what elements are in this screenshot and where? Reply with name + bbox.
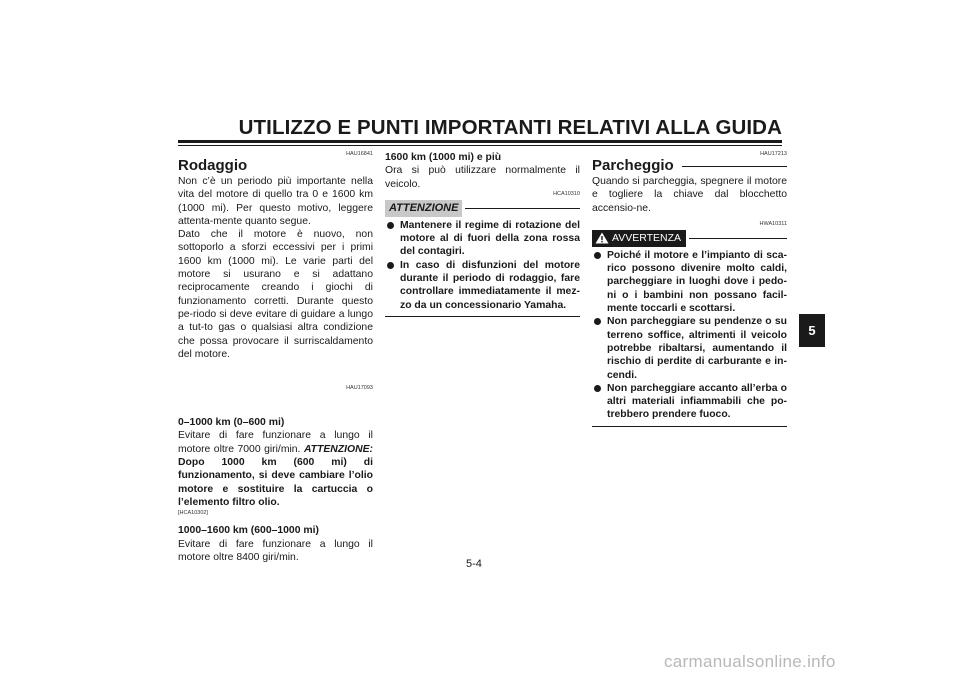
caution-code: HCA10310 [553, 190, 580, 197]
bullet-icon [594, 385, 601, 392]
section-end-rule [385, 316, 580, 317]
warning-banner-row [592, 230, 787, 247]
page-header-title: UTILIZZO E PUNTI IMPORTANTI RELATIVI ALLA GUIDA [238, 116, 782, 139]
list-item [385, 259, 580, 312]
section-end-rule [592, 426, 787, 427]
bullet-icon [594, 318, 601, 325]
attention-inline-text: Dopo 1000 km (600 mi) di funzionamento, si deve cambiare l’olio motore e sostituire la cartuccia o l’elemento filtro olio. [178, 457, 373, 508]
section-code: HAU17213 [760, 151, 787, 157]
banner-rule [465, 208, 580, 209]
list-item-text: Poiché il motore e l’impianto di sca-rico possono divenire molto caldi, parcheggiare in luoghi dove i pedo-ni o i bambini non possano facil-mente toccarli e scottarsi. [607, 249, 787, 315]
section-heading-rodaggio: Rodaggio [178, 157, 248, 174]
warning-list [592, 249, 787, 422]
header-rule-thin [178, 145, 782, 146]
section-code: HAU16841 [346, 151, 373, 157]
chapter-tab: 5 [799, 314, 825, 347]
caution-code: [HCA10302] [178, 510, 208, 517]
subheading-1000-1600: 1000–1600 km (600–1000 mi) [178, 525, 319, 537]
paragraph: Evitare di fare funzionare a lungo il motore oltre 8400 giri/min. [178, 538, 373, 563]
banner-rule [689, 238, 787, 239]
section-heading-parcheggio: Parcheggio [592, 157, 674, 174]
list-item [592, 382, 787, 422]
section-code: HAU17093 [346, 385, 373, 392]
column-middle [385, 151, 580, 317]
list-item-text: Non parcheggiare accanto all’erba o altri materiali infiammabili che po-trebbero prendere fuoco. [607, 382, 787, 421]
paragraph-text: Evitare di fare funzionare a lungo il motore oltre 7000 giri/min. [178, 430, 373, 455]
warning-banner [592, 230, 686, 247]
attention-list [385, 219, 580, 312]
list-item-text: Non parcheggiare su pendenze o su terreno soffice, altrimenti il veicolo potrebbe ribaltarsi, aumentando il rischio di perdite di carburante e in-cendi. [607, 316, 787, 381]
list-item [592, 315, 787, 381]
paragraph: Dato che il motore è nuovo, non sottoporlo a sforzi eccessivi per i primi 1600 km (1000 mi). Le varie parti del motore si usurano e si adattano reciprocamente creando i giochi di funzionamento corretti. Durante questo pe-riodo si deve evitare di guidare a lungo a tut-to gas o qualsiasi altra condizione che possa provocare il surriscaldamento del motore. [178, 229, 373, 360]
paragraph-break-in-1 [178, 429, 373, 509]
list-item-text: In caso di disfunzioni del motore durante il periodo di rodaggio, fare controllare immediatamente il mez-zo da un concessionario Yamaha. [400, 259, 580, 311]
watermark: carmanualsonline.info [664, 652, 836, 671]
bullet-icon [594, 252, 601, 259]
bullet-icon [387, 262, 394, 269]
attention-banner: ATTENZIONE [385, 200, 462, 217]
attention-banner-row [385, 200, 580, 217]
subheading-1600-plus: 1600 km (1000 mi) e più [385, 152, 502, 163]
list-item [385, 219, 580, 259]
list-item [592, 249, 787, 315]
warning-banner-label: AVVERTENZA [612, 231, 682, 244]
warning-triangle-icon [595, 232, 609, 244]
paragraph: Quando si parcheggia, spegnere il motore e togliere la chiave dal blocchetto accensio-ne. [592, 176, 787, 214]
heading-row [592, 158, 787, 175]
bullet-icon [387, 222, 394, 229]
warning-code: HWA10311 [759, 220, 787, 227]
column-left [178, 151, 373, 564]
paragraph: Non c’è un periodo più importante nella vita del motore di quello tra 0 e 1600 km (1000 mi). Per questo motivo, leggere attenta-mente quanto segue. [178, 176, 373, 227]
attention-inline-label: ATTENZIONE: [303, 443, 374, 455]
header-rule-thick [178, 140, 782, 143]
heading-rule [682, 166, 787, 167]
paragraph: Ora si può utilizzare normalmente il veicolo. [385, 165, 580, 190]
column-right [592, 151, 787, 427]
list-item-text: Mantenere il regime di rotazione del motore al di fuori della zona rossa del contagiri. [400, 219, 580, 258]
page-number: 5-4 [466, 558, 482, 570]
subheading-0-1000: 0–1000 km (0–600 mi) [178, 417, 285, 429]
